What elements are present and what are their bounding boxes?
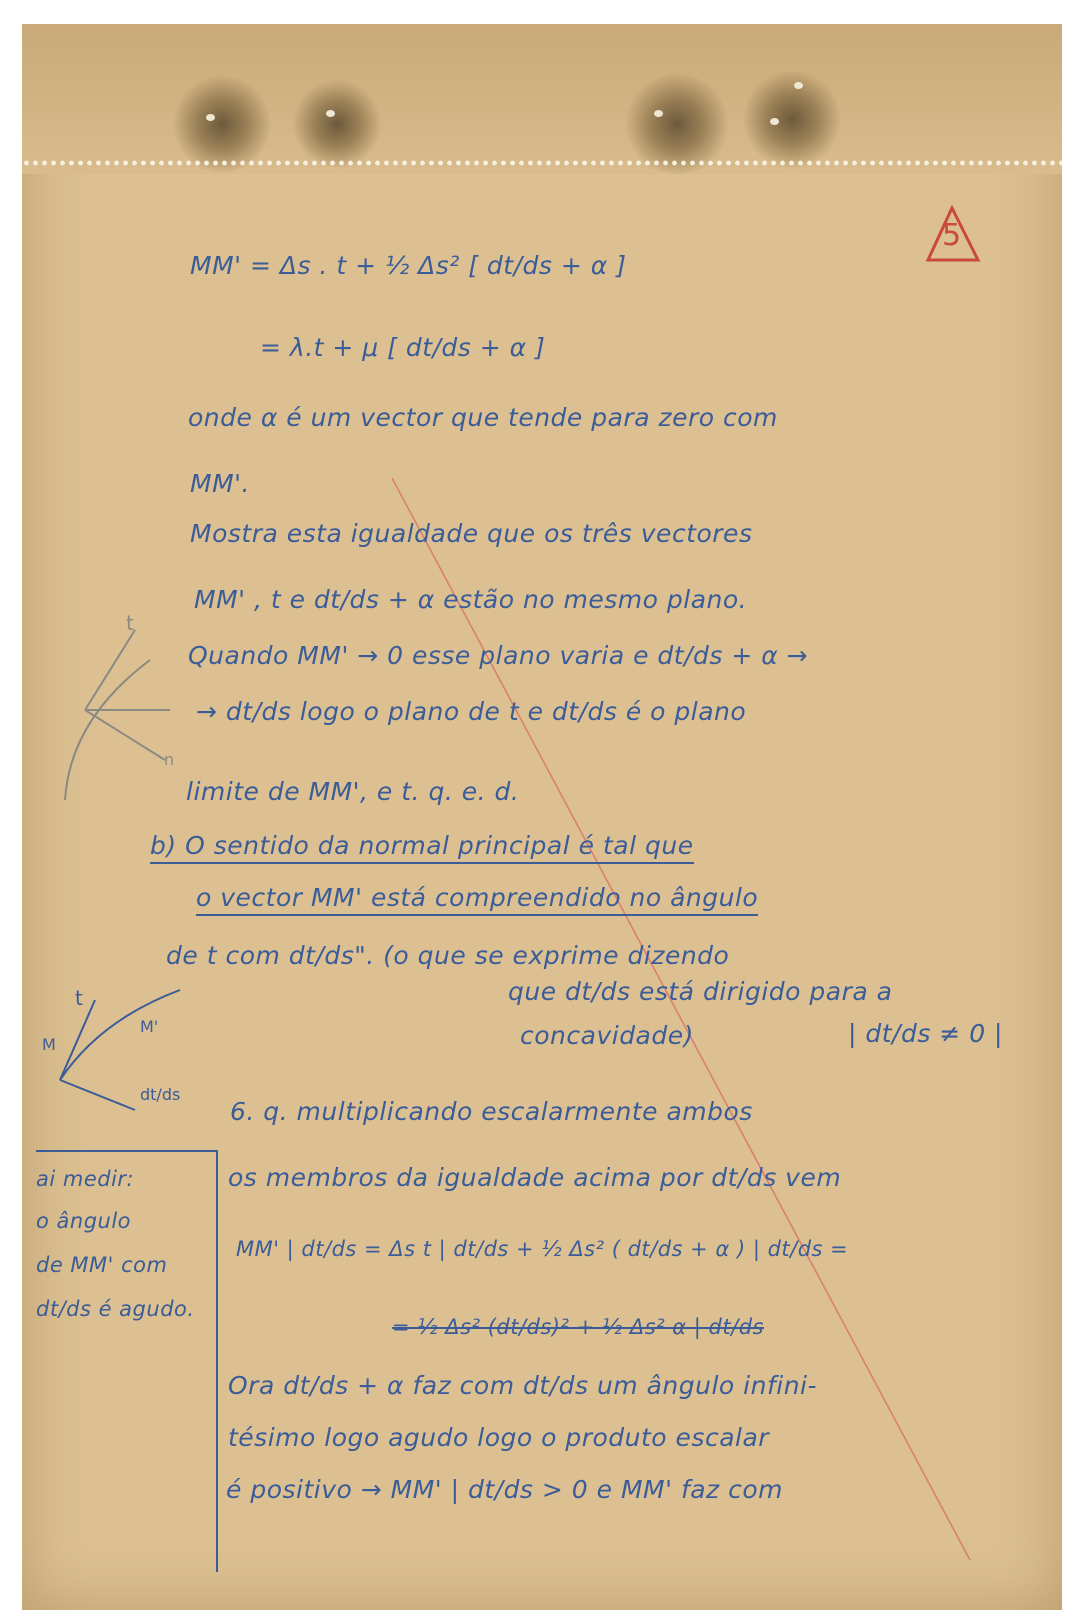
margin-note-4: dt/ds é agudo. (36, 1297, 195, 1321)
sketch2-label-t: t (75, 986, 83, 1010)
page-number-mark (924, 204, 982, 266)
text-line-4: MM'. (190, 469, 250, 498)
margin-note-box (36, 1150, 218, 1572)
sketch2-label-dtds: dt/ds (140, 1085, 181, 1104)
page-number: 5 (942, 218, 962, 253)
text-line-14: concavidade) (520, 1021, 694, 1050)
text-line-3: onde α é um vector que tende para zero com (188, 403, 778, 432)
vector-sketch-2 (40, 970, 190, 1130)
text-line-12: de t com dt/ds". (o que se exprime dizendo (166, 941, 730, 970)
margin-note-2: o ângulo (36, 1209, 132, 1233)
text-line-10: b) O sentido da normal principal é tal que (150, 832, 694, 864)
margin-note-3: de MM' com (36, 1253, 168, 1277)
text-line-16: 6. q. multiplicando escalarmente ambos (230, 1097, 753, 1126)
text-line-20: Ora dt/ds + α faz com dt/ds um ângulo infini- (228, 1371, 818, 1400)
sketch-label-t: t (126, 611, 134, 635)
text-line-5: Mostra esta igualdade que os três vectores (190, 519, 753, 548)
text-line-17: os membros da igualdade acima por dt/ds vem (228, 1163, 842, 1192)
margin-note-1: ai medir: (36, 1167, 135, 1191)
equation-line-18: MM' | dt/ds = Δs t | dt/ds + ½ Δs² ( dt/ds + α ) | dt/ds = (236, 1237, 849, 1261)
text-line-22: é positivo → MM' | dt/ds > 0 e MM' faz com (226, 1475, 784, 1504)
text-line-8: → dt/ds logo o plano de t e dt/ds é o plano (196, 697, 747, 726)
text-line-13: que dt/ds está dirigido para a (508, 977, 893, 1006)
sketch2-label-m-prime: M' (140, 1017, 159, 1036)
equation-line-19: = ½ Δs² (dt/ds)² + ½ Δs² α | dt/ds (392, 1315, 764, 1339)
text-line-21: tésimo logo agudo logo o produto escalar (228, 1423, 770, 1452)
vector-sketch-1 (40, 610, 180, 810)
sketch-label-n: n (164, 750, 175, 769)
text-line-6: MM' , t e dt/ds + α estão no mesmo plano. (194, 585, 748, 614)
sketch2-label-m: M (42, 1035, 56, 1054)
equation-line-2: = λ.t + μ [ dt/ds + α ] (260, 333, 546, 362)
text-line-11: o vector MM' está compreendido no ângulo (196, 884, 758, 916)
boxed-condition: | dt/ds ≠ 0 | (848, 1019, 1003, 1048)
text-line-7: Quando MM' → 0 esse plano varia e dt/ds + α → (188, 641, 809, 670)
equation-line-1: MM' = Δs . t + ½ Δs² [ dt/ds + α ] (190, 251, 627, 280)
text-line-9: limite de MM', e t. q. e. d. (186, 777, 520, 806)
